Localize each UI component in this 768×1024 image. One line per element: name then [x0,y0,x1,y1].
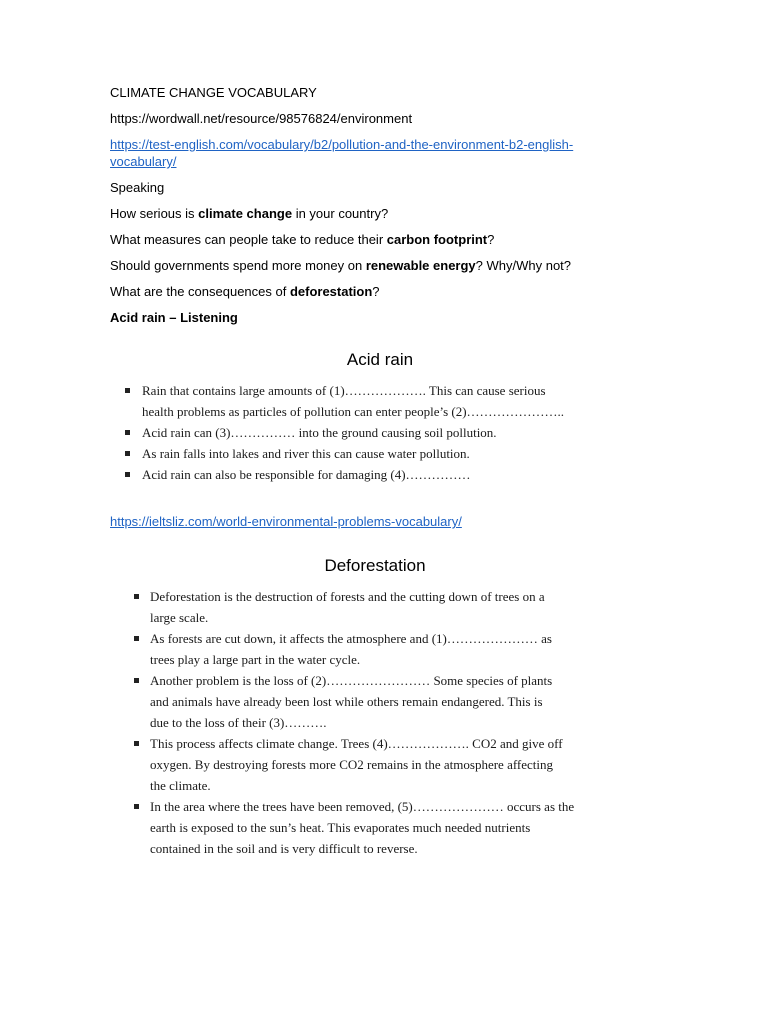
bullet-icon [134,678,139,683]
question-text: How serious is [110,206,199,221]
wordwall-url: https://wordwall.net/resource/98576824/environment [110,111,413,126]
question-text: What measures can people take to reduce their [110,232,387,247]
list-item-continuation [110,817,670,838]
question-text: What are the consequences of [110,284,290,299]
ieltsliz-link-wrap[interactable] [110,513,462,530]
list-item-continuation [110,754,670,775]
list-item [110,796,670,817]
bullet-icon [125,388,130,393]
list-item-text: earth is exposed to the sun’s heat. This evaporates much needed nutrients [150,820,531,835]
list-item-text: Rain that contains large amounts of (1)………………. This can cause serious [142,383,546,398]
list-item-text: In the area where the trees have been removed, (5)………………… occurs as the [150,799,575,814]
question-2 [110,231,670,248]
deforestation-excerpt [110,556,670,859]
list-item-text: Acid rain can (3)…………… into the ground causing soil pollution. [142,425,497,440]
document-title: CLIMATE CHANGE VOCABULARY [110,85,317,100]
list-item [110,733,670,754]
question-text: Should governments spend more money on [110,258,366,273]
question-keyword: deforestation [289,284,373,299]
list-item-text: trees play a large part in the water cycle. [150,652,361,667]
list-item [110,422,670,443]
list-item [110,586,670,607]
bullet-icon [134,594,139,599]
question-keyword: carbon footprint [386,232,488,247]
list-item-continuation [110,712,670,733]
list-item-continuation [110,401,670,422]
list-item-text: the climate. [150,778,211,793]
bullet-icon [134,804,139,809]
list-item-text: oxygen. By destroying forests more CO2 remains in the atmosphere affecting [150,757,554,772]
list-item-continuation [110,838,670,859]
question-text: ? [487,232,495,247]
bullet-icon [125,430,130,435]
question-text: ? Why/Why not? [475,258,572,273]
bullet-icon [134,741,139,746]
list-item-text: This process affects climate change. Trees (4)………………. CO2 and give off [150,736,563,751]
question-3 [110,257,670,274]
list-item-text: Another problem is the loss of (2)…………………… Some species of plants [150,673,553,688]
list-item-text: and animals have already been lost while others remain endangered. This is [150,694,543,709]
list-item-continuation [110,607,670,628]
list-item-text: health problems as particles of pollution can enter people’s (2)………………….. [142,404,565,419]
bullet-icon [125,472,130,477]
list-item-text: due to the loss of their (3)………. [150,715,327,730]
list-item [110,628,670,649]
list-item [110,380,670,401]
question-keyword: renewable energy [365,258,476,273]
document-body [110,84,670,335]
bullet-icon [125,451,130,456]
list-item-text: contained in the soil and is very difficult to reverse. [150,841,418,856]
list-item [110,670,670,691]
list-item [110,443,670,464]
list-item-text: As forests are cut down, it affects the atmosphere and (1)………………… as [150,631,552,646]
deforestation-title: Deforestation [324,556,426,575]
list-item-continuation [110,691,670,712]
question-text: in your country? [292,206,389,221]
question-keyword: climate change [198,206,293,221]
ieltsliz-link[interactable]: https://ieltsliz.com/world-environmental-problems-vocabulary/ [110,514,462,529]
acid-rain-title: Acid rain [346,350,414,369]
acid-rain-excerpt [110,350,670,485]
deforestation-list [110,586,670,859]
speaking-label: Speaking [110,180,165,195]
acid-rain-list [110,380,670,485]
listening-label-text: Acid rain – Listening [110,310,238,325]
question-text: ? [372,284,380,299]
question-1 [110,205,670,222]
list-item-text: Acid rain can also be responsible for damaging (4)…………… [142,467,471,482]
test-english-link-line1[interactable]: https://test-english.com/vocabulary/b2/pollution-and-the-environment-b2-english- [110,137,574,152]
list-item-continuation [110,775,670,796]
test-english-link-line2[interactable]: vocabulary/ [110,154,177,169]
list-item [110,464,670,485]
listening-label [110,309,670,326]
list-item-text: large scale. [150,610,209,625]
list-item-continuation [110,649,670,670]
test-english-link[interactable] [110,136,670,170]
list-item-text: Deforestation is the destruction of forests and the cutting down of trees on a [150,589,545,604]
question-4 [110,283,670,300]
list-item-text: As rain falls into lakes and river this can cause water pollution. [142,446,470,461]
bullet-icon [134,636,139,641]
